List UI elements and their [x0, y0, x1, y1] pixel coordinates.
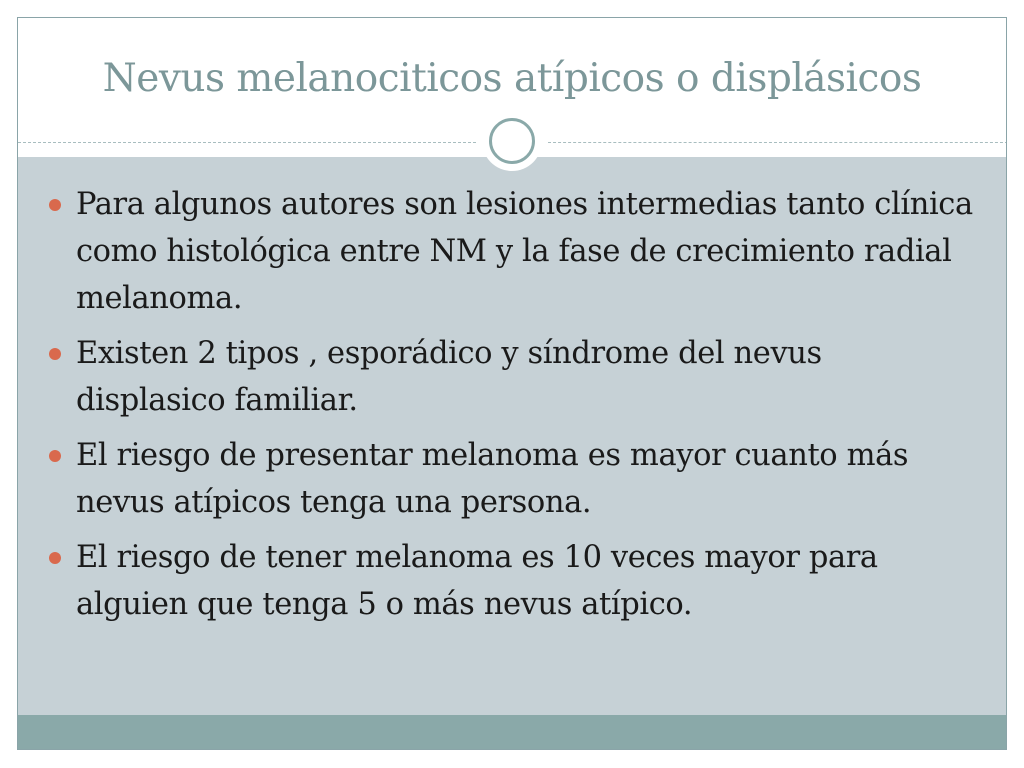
bullet-item	[18, 432, 1006, 526]
slide-title: Nevus melanociticos atípicos o displásicos	[102, 56, 922, 101]
bullet-item	[18, 330, 1006, 424]
title-divider-left	[18, 142, 476, 143]
bullet-dot-icon	[49, 450, 61, 462]
footer-bar	[18, 715, 1006, 750]
bullet-dot-icon	[49, 348, 61, 360]
bullet-item	[18, 181, 1006, 322]
bullet-text: El riesgo de tener melanoma es 10 veces mayor para alguien que tenga 5 o más nevus atípico.	[76, 540, 878, 622]
bullet-list	[18, 181, 1006, 636]
slide	[17, 17, 1007, 750]
title-divider-right	[548, 142, 1007, 143]
circle-ornament-icon	[489, 118, 535, 164]
bullet-dot-icon	[49, 199, 61, 211]
bullet-text: El riesgo de presentar melanoma es mayor cuanto más nevus atípicos tenga una persona.	[76, 438, 909, 520]
bullet-item	[18, 534, 1006, 628]
bullet-text: Para algunos autores son lesiones intermedias tanto clínica como histológica entre NM y la fase de crecimiento radial melanoma.	[76, 187, 973, 316]
bullet-dot-icon	[49, 552, 61, 564]
bullet-text: Existen 2 tipos , esporádico y síndrome del nevus displasico familiar.	[76, 336, 822, 418]
